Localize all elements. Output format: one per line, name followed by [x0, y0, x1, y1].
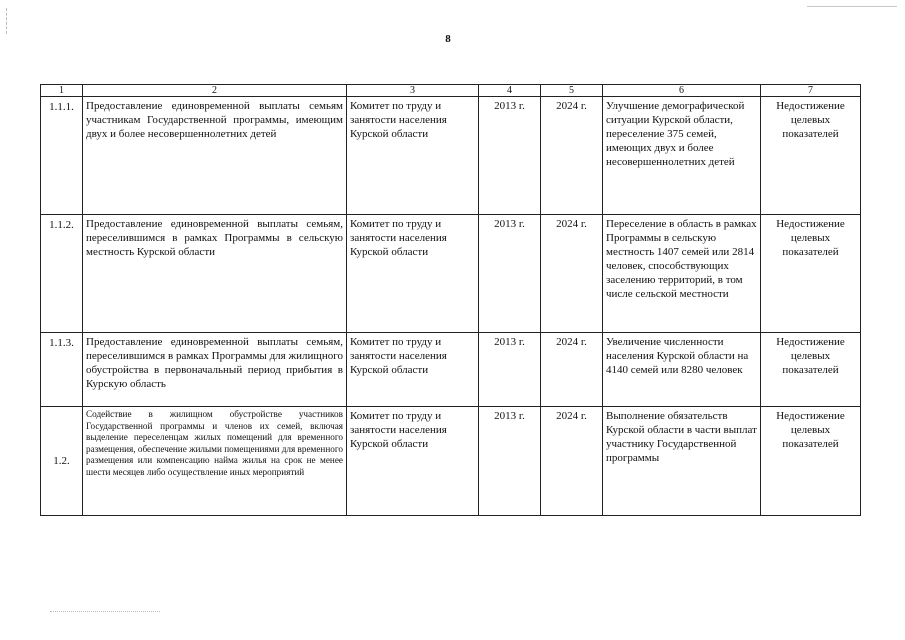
- end-year: 2024 г.: [541, 215, 603, 333]
- non-fulfillment-consequence: Недостижение целевых показателей: [761, 97, 861, 215]
- table-row: [41, 407, 861, 516]
- expected-result: Увеличение численности населения Курской области на 4140 семей или 8280 человек: [603, 333, 761, 407]
- measure-name: Предоставление единовременной выплаты семьям, переселившимся в рамках Программы в сельскую местность Курской области: [83, 215, 347, 333]
- expected-result: Улучшение демографической ситуации Курской области, переселение 375 семей, имеющих двух и более несовершеннолетних детей: [603, 97, 761, 215]
- column-number: 7: [761, 85, 861, 97]
- end-year: 2024 г.: [541, 407, 603, 516]
- non-fulfillment-consequence: Недостижение целевых показателей: [761, 407, 861, 516]
- column-number: 1: [41, 85, 83, 97]
- row-number: 1.1.1.: [41, 97, 83, 215]
- expected-result: Выполнение обязательств Курской области в части выплат участнику Государственной программы: [603, 407, 761, 516]
- executor: Комитет по труду и занятости населения Курской области: [347, 97, 479, 215]
- row-number: 1.2.: [41, 407, 83, 516]
- start-year: 2013 г.: [479, 407, 541, 516]
- scan-edge-line: [807, 6, 897, 7]
- executor: Комитет по труду и занятости населения Курской области: [347, 215, 479, 333]
- column-number: 6: [603, 85, 761, 97]
- row-number: 1.1.2.: [41, 215, 83, 333]
- non-fulfillment-consequence: Недостижение целевых показателей: [761, 215, 861, 333]
- end-year: 2024 г.: [541, 97, 603, 215]
- scan-footer-mark: [50, 611, 160, 612]
- column-number: 2: [83, 85, 347, 97]
- end-year: 2024 г.: [541, 333, 603, 407]
- column-number: 5: [541, 85, 603, 97]
- row-number: 1.1.3.: [41, 333, 83, 407]
- measures-table: [40, 84, 861, 516]
- measure-name: Содействие в жилищном обустройстве участников Государственной программы и членов их семей, включая выделение переселенцам жилых помещений для временного размещения, обеспечение жилыми помещениями для временного размещения или компенсацию найма жилья на срок не менее шести месяцев либо осуществление иных мероприятий: [83, 407, 347, 516]
- column-number: 4: [479, 85, 541, 97]
- executor: Комитет по труду и занятости населения Курской области: [347, 407, 479, 516]
- scan-margin-mark: [6, 8, 8, 34]
- executor: Комитет по труду и занятости населения Курской области: [347, 333, 479, 407]
- expected-result: Переселение в область в рамках Программы в сельскую местность 1407 семей или 2814 человек, способствующих заселению территорий, в том числе сельской местности: [603, 215, 761, 333]
- start-year: 2013 г.: [479, 215, 541, 333]
- start-year: 2013 г.: [479, 97, 541, 215]
- non-fulfillment-consequence: Недостижение целевых показателей: [761, 333, 861, 407]
- start-year: 2013 г.: [479, 333, 541, 407]
- table-row: [41, 215, 861, 333]
- column-number-row: [41, 85, 861, 97]
- measure-name: Предоставление единовременной выплаты семьям участникам Государственной программы, имеющим двух и более несовершеннолетних детей: [83, 97, 347, 215]
- measure-name: Предоставление единовременной выплаты семьям, переселившимся в рамках Программы для жилищного обустройства в первоначальный период прибытия в Курскую область: [83, 333, 347, 407]
- page-number: 8: [445, 33, 451, 45]
- table-row: [41, 97, 861, 215]
- table-row: [41, 333, 861, 407]
- column-number: 3: [347, 85, 479, 97]
